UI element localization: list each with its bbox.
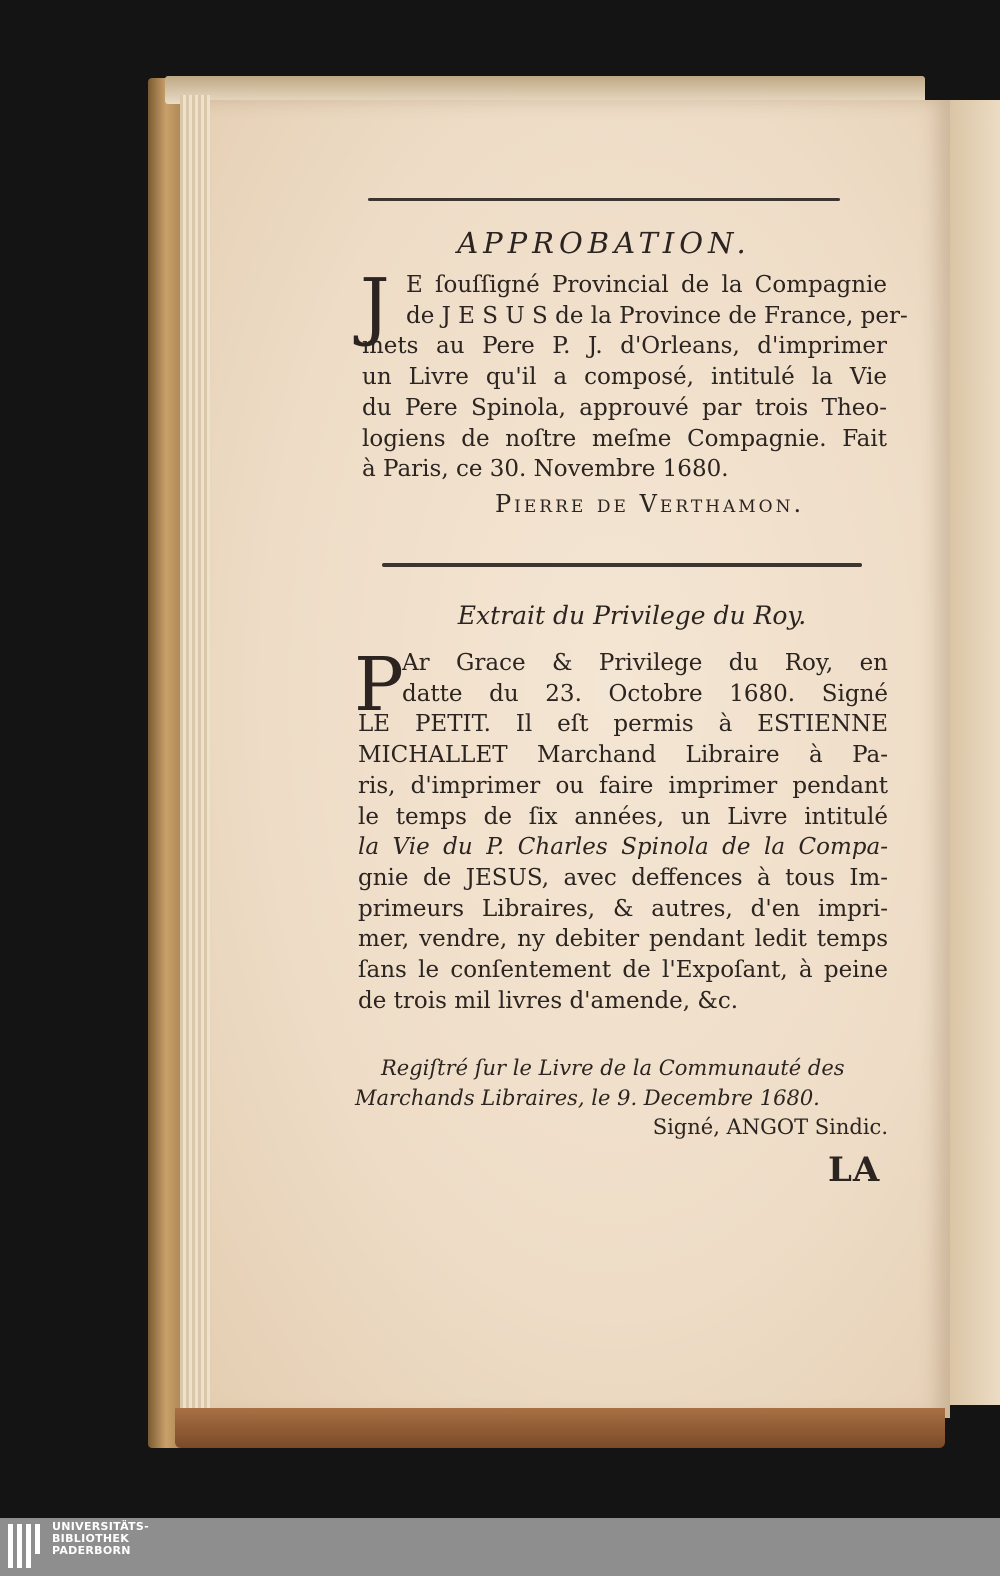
privilege-line: ſans le conſentement de l'Expoſant, à peine (358, 957, 888, 984)
approbation-line: de J E S U S de la Province de France, per- (406, 302, 908, 329)
privilege-line: gnie de JESUS, avec deffences à tous Im- (358, 864, 888, 891)
approbation-line: du Pere Spinola, approuvé par trois Theo- (362, 394, 887, 421)
approbation-line: un Livre qu'il a composé, intitulé la Vie (362, 364, 887, 391)
approbation-heading: APPROBATION. (457, 226, 751, 260)
registration-line-2: Marchands Libraires, le 9. Decembre 1680. (355, 1086, 820, 1110)
privilege-line: la Vie du P. Charles Spinola de la Compa- (358, 834, 888, 861)
privilege-line: MICHALLET Marchand Libraire à Pa- (358, 742, 888, 769)
approbation-line: logiens de noſtre meſme Compagnie. Fait (362, 425, 887, 452)
privilege-line: datte du 23. Octobre 1680. Signé (402, 680, 888, 707)
top-rule (368, 198, 840, 201)
privilege-paragraph (358, 648, 888, 1016)
approbation-line: E ſouſſigné Provincial de la Compagnie (406, 272, 887, 298)
approbation-dropcap: J (360, 263, 390, 349)
approbation-line: mets au Pere P. J. d'Orleans, d'imprimer (362, 333, 887, 360)
approbation-line: à Paris, ce 30. Novembre 1680. (362, 456, 729, 483)
book-bottom-edge (175, 1408, 945, 1448)
library-name-line: BIBLIOTHEK (52, 1532, 130, 1545)
approbation-paragraph (360, 263, 908, 485)
privilege-line: primeurs Libraires, & autres, d'en impri- (358, 895, 888, 922)
privilege-line: LE PETIT. Il eſt permis à ESTIENNE (358, 711, 888, 738)
privilege-line: ris, d'imprimer ou faire imprimer pendant (358, 772, 888, 799)
registration-line-1: Regiſtré ſur le Livre de la Communauté des (381, 1056, 845, 1080)
privilege-line: Ar Grace & Privilege du Roy, en (402, 650, 888, 676)
privilege-line: mer, vendre, ny debiter pendant ledit temps (358, 926, 888, 953)
registration-signature: Signé, ANGOT Sindic. (652, 1115, 888, 1139)
privilege-heading: Extrait du Privilege du Roy. (457, 601, 807, 630)
privilege-dropcap: P (354, 642, 404, 728)
library-name-line: UNIVERSITÄTS- (52, 1520, 149, 1533)
privilege-line: de trois mil livres d'amende, &c. (358, 987, 739, 1014)
library-logo-icon (8, 1524, 44, 1568)
page-stack-edge (180, 95, 210, 1425)
catchword: LA (828, 1150, 881, 1190)
facing-page-edge (945, 100, 1000, 1405)
middle-rule (382, 563, 862, 567)
registration-note (355, 1053, 885, 1113)
library-name-line: PADERBORN (52, 1544, 131, 1557)
library-footer (0, 1518, 1000, 1576)
approbation-signature: Pierre de Verthamon. (495, 490, 805, 518)
library-name (52, 1521, 149, 1557)
privilege-line: le temps de ſix années, un Livre intitulé (358, 803, 888, 830)
